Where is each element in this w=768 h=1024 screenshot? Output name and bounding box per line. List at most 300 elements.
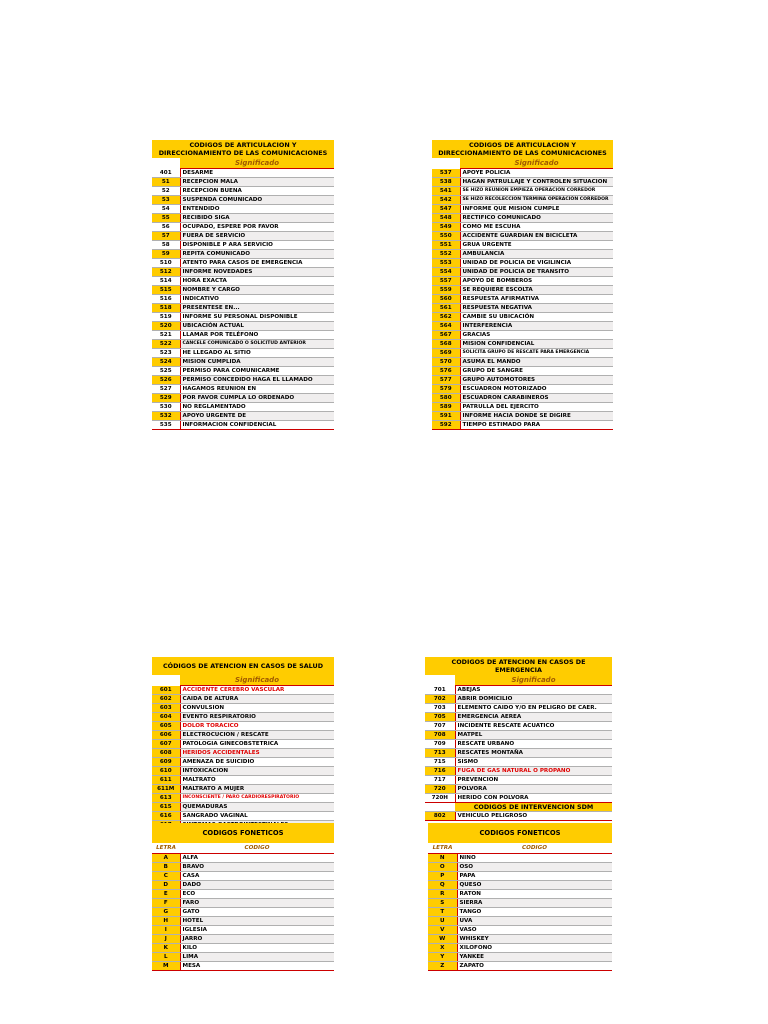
code-cell: 610 [152,767,180,776]
table-row [152,767,334,776]
table-row [152,223,334,232]
table-row [152,962,334,971]
table-row [432,268,613,277]
table-row [152,899,334,908]
code-cell: 53 [152,196,180,205]
description-cell: SUSPENDA COMUNICADO [180,196,334,205]
foneticos-right-subheader [428,843,612,854]
salud-title: CÓDIGOS DE ATENCION EN CASOS DE SALUD [152,657,334,675]
code-cell: 602 [152,695,180,704]
table-row [432,322,613,331]
description-cell: TIEMPO ESTIMADO PARA [460,421,613,430]
description-cell: ASUMA EL MANDO [460,358,613,367]
table-row [152,758,334,767]
description-cell: ELECTROCUCION / RESCATE [180,731,334,740]
description-cell: FARO [180,899,334,908]
description-cell: CANCELE COMUNICADO O SOLICITUD ANTERIOR [180,340,334,349]
foneticos-right-body [428,823,612,971]
description-cell: SANGRADO VAGINAL [180,812,334,821]
code-cell: 51 [152,178,180,187]
code-cell: 52 [152,187,180,196]
code-cell: 701 [425,686,455,695]
code-cell: 576 [432,367,460,376]
table-row [152,917,334,926]
description-cell: KILO [180,944,334,953]
table-row [152,785,334,794]
description-cell: PRESENTESE EN... [180,304,334,313]
code-cell: 606 [152,731,180,740]
code-cell: 535 [152,421,180,430]
description-cell: RESPUESTA AFIRMATIVA [460,295,613,304]
description-cell: GRUA URGENTE [460,241,613,250]
code-cell: 802 [425,812,455,821]
table-row [152,908,334,917]
code-cell: 716 [425,767,455,776]
table-row [425,794,612,803]
description-cell: RECIBIDO SIGA [180,214,334,223]
code-cell: 527 [152,385,180,394]
table-row [428,899,612,908]
description-cell: UVA [457,917,612,926]
code-cell: 56 [152,223,180,232]
table-row [432,295,613,304]
table-row [428,926,612,935]
table-row [152,935,334,944]
emergencia-title: CODIGOS DE ATENCION EN CASOS DE EMERGENCIA [425,657,612,675]
description-cell: HE LLEGADO AL SITIO [180,349,334,358]
code-cell: 510 [152,259,180,268]
code-cell: 564 [432,322,460,331]
description-cell: APOYO URGENTE DE [180,412,334,421]
table-row [432,385,613,394]
table-row [152,863,334,872]
description-cell: NINO [457,854,612,863]
table-row [152,214,334,223]
code-cell: 604 [152,713,180,722]
table-row [152,205,334,214]
table-row [152,313,334,322]
code-cell: 520 [152,322,180,331]
description-cell: RESPUESTA NEGATIVA [460,304,613,313]
table-row [425,785,612,794]
code-cell: 58 [152,241,180,250]
description-cell: FUGA DE GAS NATURAL O PROPANO [455,767,612,776]
code-cell: 709 [425,740,455,749]
table-row [152,890,334,899]
description-cell: LLAMAR POR TELÉFONO [180,331,334,340]
articulacion-left-subheader [152,158,334,169]
description-cell: EVENTO RESPIRATORIO [180,713,334,722]
table-row [152,749,334,758]
table-row [428,863,612,872]
description-cell: RECEPCION BUENA [180,187,334,196]
description-cell: MALTRATO A MUJER [180,785,334,794]
description-cell: SE HIZO RECOLECCION TERMINA OPERACIÓN CORREDOR [460,196,613,205]
code-cell: 702 [425,695,455,704]
table-row [432,340,613,349]
code-cell: H [152,917,180,926]
description-cell: APOYO DE BOMBEROS [460,277,613,286]
description-cell: OCUPADO, ESPERE POR FAVOR [180,223,334,232]
description-cell: GATO [180,908,334,917]
description-cell: INFORME HACIA DONDE SE DIGIRE [460,412,613,421]
description-cell: ABEJAS [455,686,612,695]
foneticos-right-title: CODIGOS FONETICOS [428,823,612,843]
code-cell: 401 [152,169,180,178]
description-cell: APOYE POLICIA [460,169,613,178]
description-cell: GRACIAS [460,331,613,340]
code-cell: 54 [152,205,180,214]
table-row [428,854,612,863]
codigo-label: CODIGO [457,843,612,854]
blank-cell [152,675,180,686]
letra-label: LETRA [428,843,457,854]
description-cell: XILOFONO [457,944,612,953]
code-cell: 538 [432,178,460,187]
description-cell: POLVORA [455,785,612,794]
code-cell: 592 [432,421,460,430]
table-row [152,385,334,394]
description-cell: VASO [457,926,612,935]
table-row [432,187,613,196]
significado-label: Significado [455,675,612,686]
description-cell: AMENAZA DE SUICIDIO [180,758,334,767]
table-row [152,794,334,803]
description-cell: MATPEL [455,731,612,740]
code-cell: 554 [432,268,460,277]
table-row [152,803,334,812]
table-row [432,376,613,385]
emergencia-body [425,657,612,821]
table-row [428,935,612,944]
code-cell: G [152,908,180,917]
description-cell: INCIDENTE RESCATE ACUATICO [455,722,612,731]
code-cell: M [152,962,180,971]
code-cell: 525 [152,367,180,376]
description-cell: MESA [180,962,334,971]
code-cell: 512 [152,268,180,277]
table-row [432,277,613,286]
letra-label: LETRA [152,843,180,854]
table-row [152,944,334,953]
code-cell: 705 [425,713,455,722]
code-cell: 523 [152,349,180,358]
salud-header [152,657,334,675]
code-cell: 514 [152,277,180,286]
code-cell: 717 [425,776,455,785]
table-row [428,872,612,881]
emergencia-header [425,657,612,675]
table-row [425,695,612,704]
description-cell: QUESO [457,881,612,890]
table-row [432,214,613,223]
code-cell: 537 [432,169,460,178]
table-row [152,286,334,295]
table-row [152,953,334,962]
description-cell: DISPONIBLE P ARA SERVICIO [180,241,334,250]
description-cell: COMO ME ESCUHA [460,223,613,232]
code-cell: 579 [432,385,460,394]
table-row [152,358,334,367]
table-row [152,367,334,376]
code-cell: 616 [152,812,180,821]
description-cell: ENTENDIDO [180,205,334,214]
code-cell: 552 [432,250,460,259]
code-cell: 57 [152,232,180,241]
code-cell: 707 [425,722,455,731]
code-cell: 529 [152,394,180,403]
table-row [432,394,613,403]
table-row [152,704,334,713]
table-row [432,349,613,358]
blank-cell [425,803,455,812]
code-cell: C [152,872,180,881]
description-cell: ALFA [180,854,334,863]
significado-label: Significado [180,675,334,686]
table-row [432,205,613,214]
table-row [432,367,613,376]
description-cell: MISION CUMPLIDA [180,358,334,367]
description-cell: HORA EXACTA [180,277,334,286]
description-cell: ACCIDENTE GUARDIAN EN BICICLETA [460,232,613,241]
description-cell: DESARME [180,169,334,178]
code-cell: 570 [432,358,460,367]
code-cell: 601 [152,686,180,695]
code-cell: 562 [432,313,460,322]
salud-subheader [152,675,334,686]
table-row [152,776,334,785]
description-cell: GRUPO AUTOMOTORES [460,376,613,385]
table-row [432,331,613,340]
description-cell: AMBULANCIA [460,250,613,259]
code-cell: U [428,917,457,926]
description-cell: DADO [180,881,334,890]
table-row [432,241,613,250]
code-cell: A [152,854,180,863]
emergencia-subheader [425,675,612,686]
table-row [152,394,334,403]
table-row [428,953,612,962]
salud-body [152,657,334,830]
code-cell: 720 [425,785,455,794]
description-cell: INTOXICACION [180,767,334,776]
table-row [428,917,612,926]
description-cell: EMERGENCIA AEREA [455,713,612,722]
significado-label: Significado [460,158,613,169]
code-cell: 703 [425,704,455,713]
description-cell: HAGAN PATRULLAJE Y CONTROLEN SITUACION [460,178,613,187]
table-row [152,881,334,890]
code-cell: I [152,926,180,935]
table-row [425,713,612,722]
code-cell: 713 [425,749,455,758]
articulacion-table-right [432,140,613,430]
description-cell: UNIDAD DE POLICIA DE VIGILINCIA [460,259,613,268]
description-cell: TANGO [457,908,612,917]
code-cell: 522 [152,340,180,349]
code-cell: 516 [152,295,180,304]
table-row [152,250,334,259]
code-cell: 541 [432,187,460,196]
foneticos-left-subheader [152,843,334,854]
code-cell: 720H [425,794,455,803]
code-cell: 561 [432,304,460,313]
description-cell: SE HIZO REUNION EMPIEZA OPERACION CORREDOR [460,187,613,196]
table-row [152,232,334,241]
description-cell: HOTEL [180,917,334,926]
code-cell: 605 [152,722,180,731]
table-row [425,758,612,767]
description-cell: POR FAVOR CUMPLA LO ORDENADO [180,394,334,403]
table-row [432,403,613,412]
table-row [425,704,612,713]
description-cell: CASA [180,872,334,881]
table-row [425,776,612,785]
code-cell: 567 [432,331,460,340]
description-cell: CAIDA DE ALTURA [180,695,334,704]
table-row [428,881,612,890]
table-row [432,313,613,322]
code-cell: Q [428,881,457,890]
description-cell: HERIDO CON POLVORA [455,794,612,803]
description-cell: YANKEE [457,953,612,962]
code-cell: 548 [432,214,460,223]
code-cell: 515 [152,286,180,295]
code-cell: 59 [152,250,180,259]
table-row [152,331,334,340]
table-row [152,695,334,704]
description-cell: LIMA [180,953,334,962]
foneticos-table-right [428,823,612,971]
table-row [152,241,334,250]
articulacion-right-title: CODIGOS DE ARTICULACION Y DIRECCIONAMIENTO DE LAS COMUNICACIONES [432,140,613,158]
foneticos-left-title: CODIGOS FONETICOS [152,823,334,843]
code-cell: D [152,881,180,890]
description-cell: JARRO [180,935,334,944]
table-row [432,358,613,367]
description-cell: BRAVO [180,863,334,872]
description-cell: PATOLOGIA GINECOBSTETRICA [180,740,334,749]
description-cell: QUEMADURAS [180,803,334,812]
blank-cell [432,158,460,169]
code-cell: V [428,926,457,935]
description-cell: INFORMACION CONFIDENCIAL [180,421,334,430]
description-cell: MALTRATO [180,776,334,785]
description-cell: ATENTO PARA CASOS DE EMERGENCIA [180,259,334,268]
code-cell: 613 [152,794,180,803]
description-cell: ESCUADRON CARABINEROS [460,394,613,403]
table-row [152,412,334,421]
sdm-title: CODIGOS DE INTERVENCION SDM [455,803,612,812]
table-row [152,713,334,722]
code-cell: 557 [432,277,460,286]
table-row [432,259,613,268]
description-cell: PAPA [457,872,612,881]
description-cell: INFORME QUE MISION CUMPLE [460,205,613,214]
description-cell: ESCUADRON MOTORIZADO [460,385,613,394]
articulacion-right-body [432,140,613,430]
code-cell: 549 [432,223,460,232]
table-row [152,340,334,349]
table-row [152,722,334,731]
description-cell: RESCATES MONTAÑA [455,749,612,758]
table-row [152,178,334,187]
code-cell: 580 [432,394,460,403]
articulacion-table-left [152,140,334,430]
code-cell: 560 [432,295,460,304]
table-row [152,872,334,881]
code-cell: 608 [152,749,180,758]
table-row [152,322,334,331]
significado-label: Significado [180,158,334,169]
articulacion-left-title: CODIGOS DE ARTICULACION Y DIRECCIONAMIENTO DE LAS COMUNICACIONES [152,140,334,158]
description-cell: INDICATIVO [180,295,334,304]
table-row [428,890,612,899]
table-row [428,944,612,953]
code-cell: 569 [432,349,460,358]
foneticos-left-body [152,823,334,971]
description-cell: RECTIFICO COMUNICADO [460,214,613,223]
description-cell: HAGAMOS REUNION EN [180,385,334,394]
description-cell: DOLOR TORACICO [180,722,334,731]
description-cell: SE REQUIERE ESCOLTA [460,286,613,295]
blank-cell [425,675,455,686]
table-row [425,812,612,821]
table-row [432,196,613,205]
description-cell: VEHICULO PELIGROSO [455,812,612,821]
description-cell: PATRULLA DEL EJERCITO [460,403,613,412]
description-cell: REPITA COMUNICADO [180,250,334,259]
code-cell: L [152,953,180,962]
blank-cell [152,158,180,169]
code-cell: 577 [432,376,460,385]
code-cell: 551 [432,241,460,250]
table-row [428,962,612,971]
table-row [432,250,613,259]
code-cell: W [428,935,457,944]
emergencia-table [425,657,612,821]
code-cell: N [428,854,457,863]
articulacion-right-header [432,140,613,158]
code-cell: 603 [152,704,180,713]
table-row [152,268,334,277]
code-cell: 591 [432,412,460,421]
code-cell: Y [428,953,457,962]
table-row [432,412,613,421]
description-cell: UBICACIÓN ACTUAL [180,322,334,331]
code-cell: 589 [432,403,460,412]
code-cell: P [428,872,457,881]
code-cell: 519 [152,313,180,322]
code-cell: 559 [432,286,460,295]
sdm-header-row [425,803,612,812]
description-cell: PERMISO PARA COMUNICARME [180,367,334,376]
table-row [432,421,613,430]
table-row [152,421,334,430]
table-row [425,767,612,776]
description-cell: INTERFERENCIA [460,322,613,331]
description-cell: INFORME NOVEDADES [180,268,334,277]
table-row [432,286,613,295]
code-cell: E [152,890,180,899]
code-cell: K [152,944,180,953]
articulacion-right-subheader [432,158,613,169]
code-cell: B [152,863,180,872]
description-cell: HERIDOS ACCIDENTALES [180,749,334,758]
description-cell: ECO [180,890,334,899]
code-cell: 609 [152,758,180,767]
description-cell: IGLESIA [180,926,334,935]
